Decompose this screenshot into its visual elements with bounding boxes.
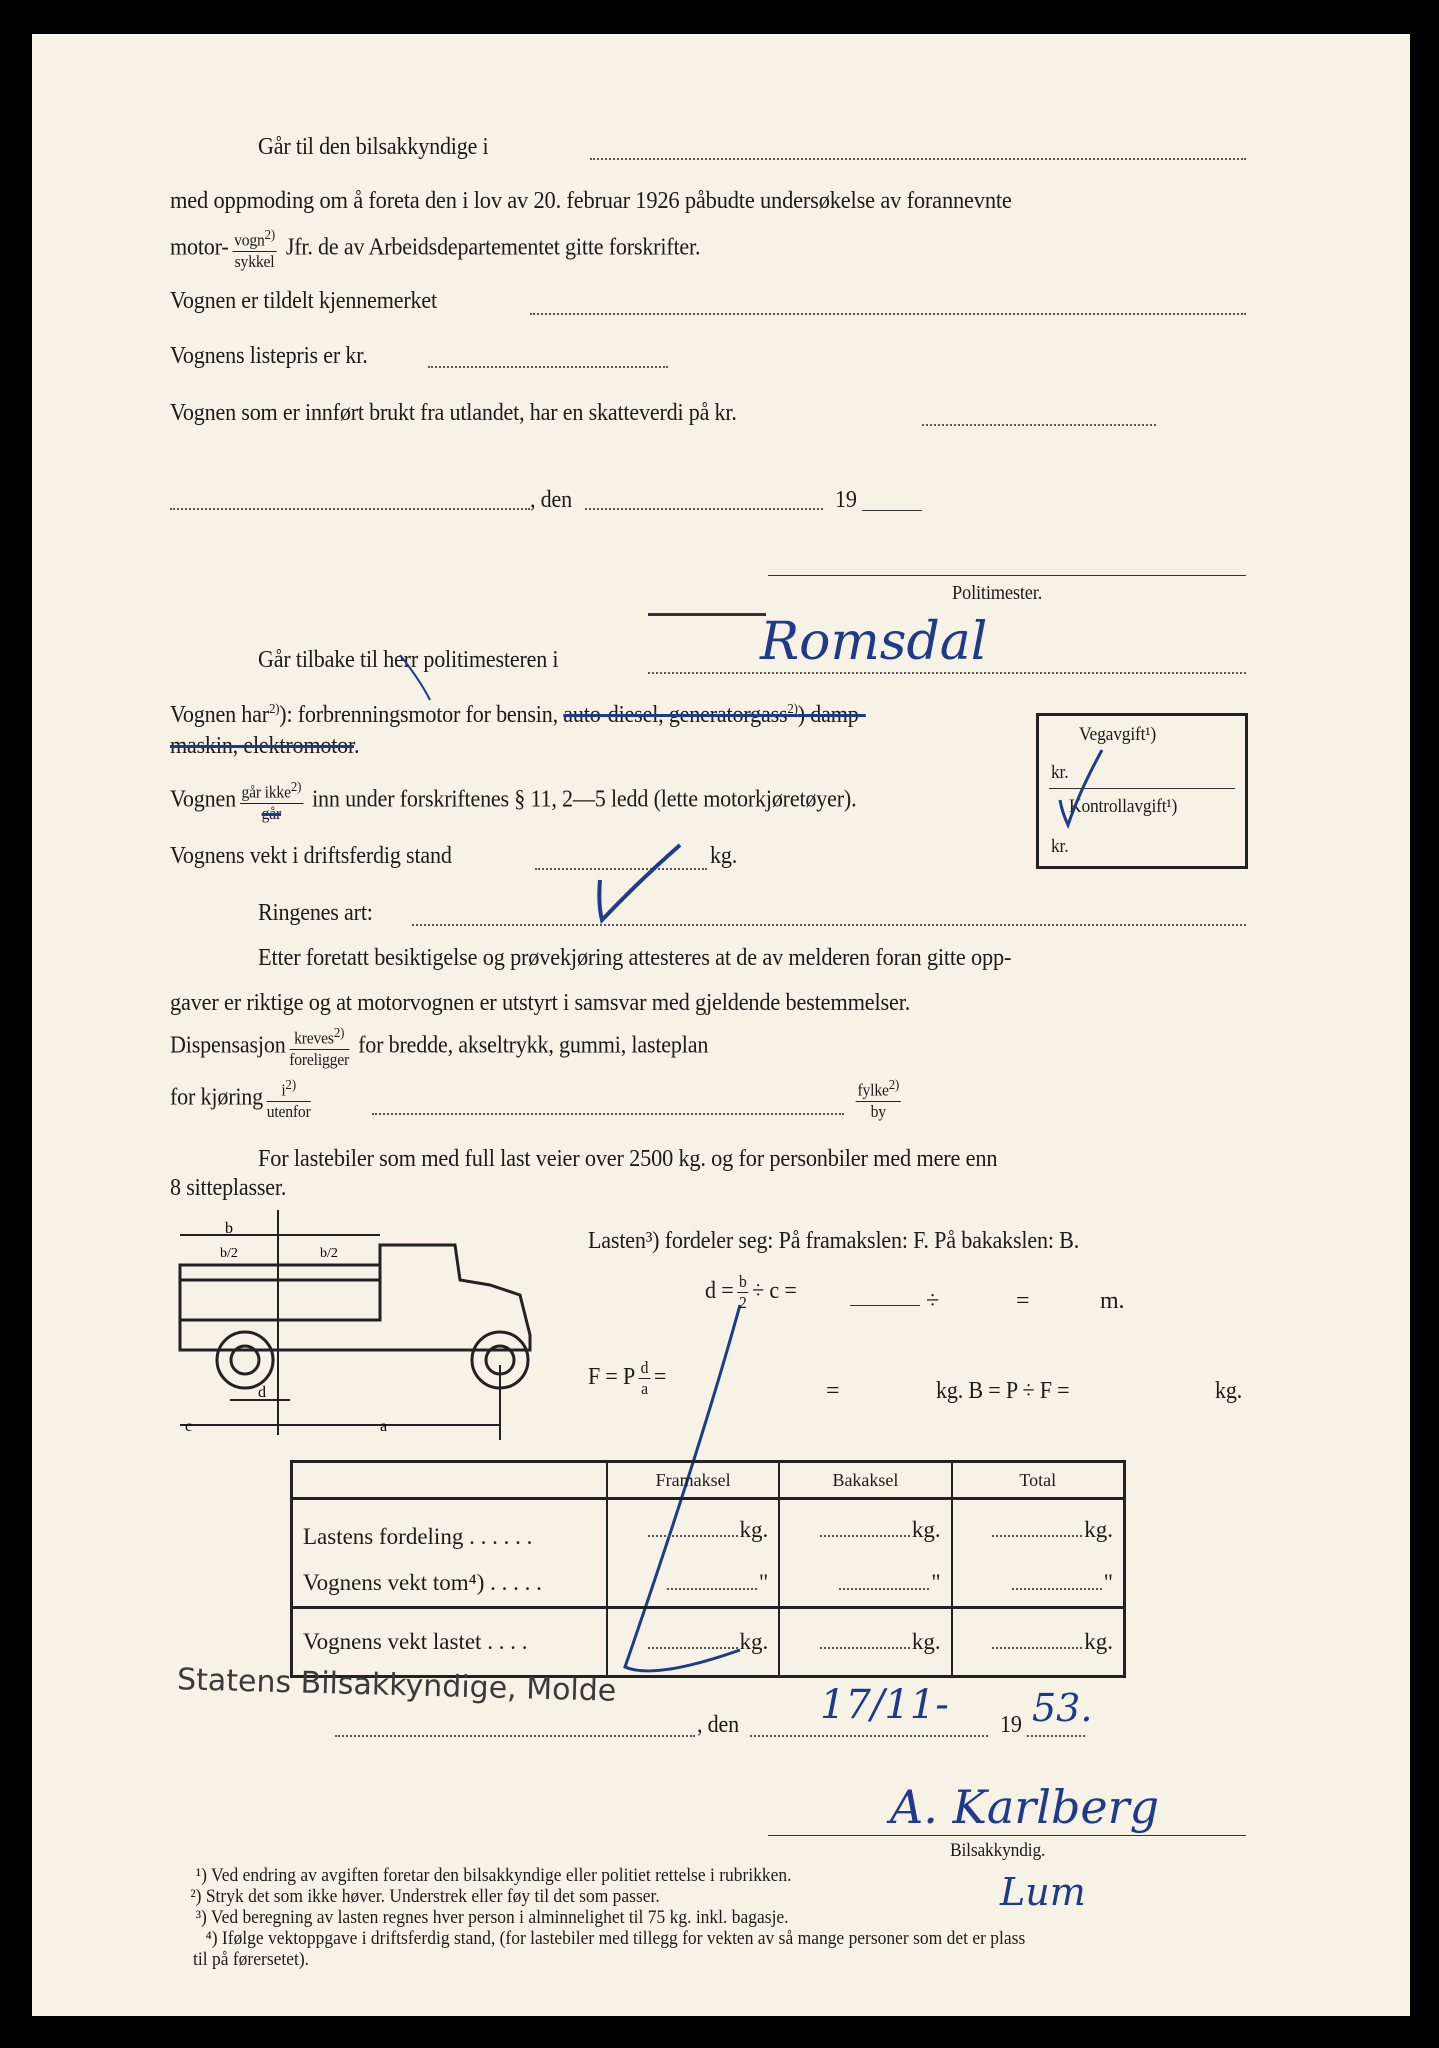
footnote-ref: 2) [787, 702, 798, 717]
row-label: Vognens vekt lastet . . . . [303, 1629, 528, 1654]
formula-eq2: = [826, 1378, 840, 1404]
minus-c: ÷ c = [752, 1278, 797, 1305]
b: b [738, 1272, 747, 1291]
handwritten-place: Romsdal [760, 612, 988, 672]
line-lastebiler2: 8 sitteplasser. [170, 1175, 287, 1201]
fylke: fylke [857, 1080, 889, 1100]
handwritten-signature: A. Karlberg [890, 1780, 1160, 1834]
bensin-text: ): forbrenningsmotor for bensin, [279, 702, 558, 728]
vegavgift-kr: kr. [1051, 762, 1069, 783]
label-kjennemerke: Vognen er tildelt kjennemerket [170, 288, 437, 314]
forskriftenes-text: inn under forskriftenes § 11, 2—5 ledd (lette motorkjøretøyer). [312, 786, 857, 813]
kreves: kreves [294, 1028, 334, 1048]
footnote-2: ²) Stryk det som ikke høver. Understrek eller føy til det som passer. [190, 1886, 660, 1907]
footnote-ref: 2) [264, 228, 275, 243]
line-dispensasjon [170, 1024, 708, 1070]
footnote-ref: 2) [290, 780, 302, 795]
fraction-kreves [289, 1024, 349, 1070]
handwritten-initials: Lum [1000, 1870, 1086, 1914]
fraction-fylke-by [852, 1076, 905, 1122]
gar-label: Vognen [170, 786, 236, 813]
stamp-statens-bilsakkyndige: Statens Bilsakkyndige, Molde [176, 1662, 617, 1709]
vogn: vogn [234, 230, 265, 250]
field-sign-year[interactable] [1027, 1735, 1085, 1737]
formula-m: m. [1100, 1288, 1125, 1314]
header-blank [292, 1462, 607, 1499]
vegavgift-label: Vegavgift¹) [1079, 724, 1157, 745]
kontrollavgift-kr: kr. [1051, 836, 1069, 857]
handwritten-date: 17/11- [820, 1682, 949, 1728]
line-oppmoding: med oppmoding om å foreta den i lov av 20. februar 1926 påbudte undersøkelse av forannevnte [170, 188, 1012, 214]
i: i [281, 1080, 286, 1100]
kontrollavgift-label: Kontrollavgift¹) [1069, 796, 1178, 817]
fee-checkmark-icon [1060, 750, 1102, 825]
by: by [870, 1101, 886, 1121]
kg-unit: kg. [710, 843, 738, 869]
field-sign-place[interactable] [335, 1735, 695, 1737]
row-label: Vognens vekt tom⁴) . . . . . [292, 1560, 607, 1608]
line-kjoring [170, 1076, 314, 1122]
cell-framaksel[interactable]: " [607, 1560, 779, 1608]
formula-f [588, 1358, 666, 1399]
har-label: Vognen har [170, 702, 269, 728]
line-etter1: Etter foretatt besiktigelse og prøvekjøring attesteres at de av melderen foran gitte opp- [258, 945, 1012, 971]
fraction-i-utenfor [267, 1076, 311, 1122]
f-eq: F = P [588, 1364, 636, 1391]
struck-elektromotor: maskin, elektromotor [170, 733, 354, 759]
disp-label: Dispensasjon [170, 1032, 286, 1059]
header-framaksel: Framaksel [607, 1462, 779, 1499]
ink-stroke-icon [400, 655, 430, 700]
diagram-label-b2a: b/2 [220, 1246, 238, 1261]
formula-eq: = [1016, 1288, 1030, 1314]
diagram-label-b2b: b/2 [320, 1246, 338, 1261]
label-vekt: Vognens vekt i driftsferdig stand [170, 843, 452, 869]
label-ringenes: Ringenes art: [258, 900, 373, 926]
label-tilbake: Går tilbake til herr politimesteren i [258, 647, 559, 673]
footnote-1: ¹) Ved endring av avgiften foretar den bilsakkyndige eller politiet rettelse i rubrikken. [195, 1865, 792, 1886]
truck-bed [180, 1265, 380, 1320]
cell-bakaksel[interactable]: " [779, 1560, 951, 1608]
field-sign-date[interactable] [750, 1735, 988, 1737]
eq: = [653, 1364, 667, 1391]
gar-ikke: går ikke [241, 782, 291, 802]
d: d [640, 1358, 649, 1377]
diagram-label-c: c [185, 1418, 193, 1435]
footnote-4: ⁴) Ifølge vektoppgave i driftsferdig stand, (for lastebiler med tillegg for vekten av så mange personer som det er plass [205, 1928, 1026, 1949]
struck-damp: ) damp- [797, 702, 866, 728]
line-lastebiler1: For lastebiler som med full last veier over 2500 kg. og for personbiler med mere enn [258, 1146, 998, 1172]
table-row [292, 1608, 1125, 1677]
formula-blank1[interactable] [850, 1305, 920, 1306]
cell-bakaksel[interactable]: kg. [779, 1608, 951, 1677]
cell-total[interactable]: kg. [952, 1499, 1125, 1561]
formula-div: ÷ [926, 1288, 939, 1314]
cell-total[interactable]: " [952, 1560, 1125, 1608]
line-etter2: gaver er riktige og at motorvognen er utstyrt i samsvar med gjeldende bestemmelser. [170, 990, 911, 1016]
kjoring-label: for kjøring [170, 1084, 264, 1111]
footnote-3: ³) Ved beregning av lasten regnes hver person i alminnelighet til 75 kg. inkl. bagasje. [195, 1907, 789, 1928]
footnote-ref: 2) [333, 1026, 345, 1041]
diagram-label-d: d [258, 1384, 266, 1401]
table-row [292, 1560, 1125, 1608]
truck-diagram [170, 1205, 550, 1445]
sign-year-prefix: 19 [1000, 1712, 1022, 1738]
two: 2 [738, 1293, 747, 1312]
bilsakkyndig-signature-line [768, 1835, 1246, 1836]
disp-rest: for bredde, akseltrykk, gummi, lasteplan [358, 1032, 709, 1059]
diagram-label-b: b [225, 1220, 233, 1237]
foreligger: foreligger [289, 1049, 350, 1069]
a: a [641, 1379, 648, 1398]
label-listepris: Vognens listepris er kr. [170, 343, 368, 369]
footnote-ref: 2) [285, 1078, 296, 1093]
line-bilsakkyndige: Går til den bilsakkyndige i [258, 134, 489, 160]
diagram-label-a: a [380, 1418, 388, 1435]
line-lasten: Lasten³) fordeler seg: På framakslen: F. På bakakslen: B. [588, 1228, 1080, 1254]
load-table [290, 1460, 1126, 1678]
footnote-ref: 2) [268, 702, 280, 717]
cell-framaksel[interactable]: kg. [607, 1608, 779, 1677]
field-kjoring[interactable] [372, 1113, 844, 1115]
den-label: , den [530, 487, 573, 513]
utenfor: utenfor [266, 1101, 311, 1121]
struck-diesel: auto-diesel, generatorgass [563, 702, 788, 728]
header-bakaksel: Bakaksel [779, 1462, 951, 1499]
formula-d [705, 1272, 797, 1313]
footnote-4-cont: til på førersetet). [193, 1949, 310, 1970]
forskrifter-text: Jfr. de av Arbeidsdepartementet gitte forskrifter. [285, 234, 701, 261]
year-prefix: 19 [835, 487, 857, 513]
gar-struck: går [261, 803, 282, 823]
table-row [292, 1499, 1125, 1561]
footnote-ref: 2) [888, 1078, 900, 1093]
sykkel: sykkel [234, 251, 275, 271]
cell-bakaksel[interactable]: kg. [779, 1499, 951, 1561]
weight-checkmark-icon [599, 845, 680, 920]
cell-framaksel[interactable]: kg. [607, 1499, 779, 1561]
d-eq: d = [705, 1278, 734, 1305]
row-label: Lastens fordeling . . . . . . [303, 1524, 533, 1549]
handwritten-year: 53. [1032, 1686, 1093, 1730]
front-wheel-icon [217, 1332, 273, 1388]
politimester-label: Politimester. [952, 582, 1043, 604]
label-skatteverdi: Vognen som er innført brukt fra utlandet, har en skatteverdi på kr. [170, 400, 737, 426]
formula-b-kg: kg. [1215, 1378, 1243, 1404]
header-total: Total [952, 1462, 1125, 1499]
sign-den: , den [697, 1712, 740, 1738]
motor-prefix: motor- [170, 234, 229, 261]
period: . [353, 733, 360, 759]
formula-b: kg. B = P ÷ F = [936, 1378, 1070, 1404]
bilsakkyndig-label: Bilsakkyndig. [950, 1840, 1046, 1861]
cell-total[interactable]: kg. [952, 1608, 1125, 1677]
